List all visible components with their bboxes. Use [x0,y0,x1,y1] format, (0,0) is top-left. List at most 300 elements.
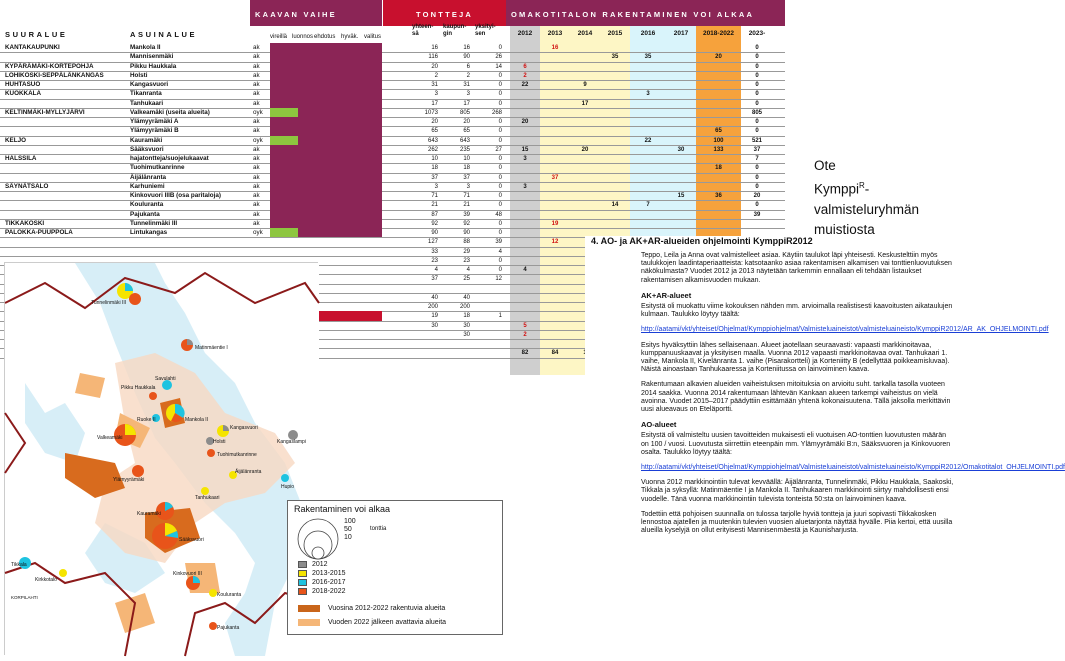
year-cell: 0 [755,128,759,135]
total-cell: 116 [428,54,438,61]
code-cell: ak [253,145,260,153]
memo-paragraph: Vuonna 2012 markkinointiin tulevat kevväällä: Äijälänranta, Tunnelinmäki, Pikku Haukkala, Saakoski, Tikkala ja syksyllä: Matinmäentie I ja Mankola II. Tanhukaaren markkinointi siirtyy mahdollisesti ensi vuodelle. Tänä vuonna markkinointiin tulevista tonteista 50:sta on lainvoiminen kaava. [641,479,954,503]
year-header: 2017 [673,30,689,37]
phase-header: hyväk. [341,34,359,40]
city-cell: 39 [463,211,470,218]
city-cell: 200 [459,304,470,310]
total-cell: 71 [431,193,438,199]
legend-year-item [298,588,345,595]
private-cell: 0 [498,257,502,264]
size-values [344,518,356,542]
map-label: Kinkovuori III [173,571,202,577]
total-cell: 127 [427,239,438,246]
area-cell: LOHIKOSKI-SEPPÄLÄNKANGAS [5,71,104,79]
private-cell: 0 [498,128,502,135]
legend-year-item [298,579,345,586]
code-cell: ak [253,127,260,135]
private-cell: 0 [498,45,502,51]
pie-kinkovuori [186,576,200,590]
private-cell: 26 [495,54,502,61]
city-cell: 235 [459,146,470,153]
legend-year-item [298,561,328,568]
map-label: Mankola II [185,417,209,423]
code-cell: ak [253,210,260,218]
year-cell: 133 [713,146,724,153]
total-cell: 643 [427,137,438,144]
size-unit: tonttia [370,526,387,532]
year-header: 2018-2022 [702,30,735,37]
year-cell: 0 [755,72,759,79]
year-cell: 37 [753,146,761,153]
year-header: 2014 [577,30,593,37]
map-svg [5,263,319,656]
map-label: Tuohimutkanrinne [217,452,257,458]
memo-paragraph: Esitystä oli muokattu viime kokouksen nähden mm. arvioimalla realistisesti kaavoitusten aikataulujen kulmaan. Taulukko löytyy täältä: [641,303,953,319]
year-cell: 16 [551,45,559,51]
year-cell: 3 [523,156,527,162]
total-cell: 31 [431,82,438,88]
total-cell: 262 [427,146,438,153]
city-cell: 805 [459,109,470,116]
year-cell: 20 [521,119,529,125]
map-label: Tikkala [11,562,27,568]
memo-paragraph: Esitys hyväksyttiin lähes sellaisenaan. Alueet jaotellaan seuraavasti: vapaasti markkinoitavaa, kumppanuuskaavat ja yksityisen maalla. Vuonna 2012 vapaasti markkinoitavaa ovat. Tanhukaari 1. vaihe, Mankola II, Kivelänranta 1. vaihe (Pisarakortteli) ja Korteniitty B (edellyttää poikkeamisluvaa). Näistä ainoastaan Tanhukaaressa ja Korteniitussa on lainvoiminen kaava. [641,341,950,374]
pie-mankola [166,404,185,422]
total-cell: 20 [431,63,438,70]
legend-area-item [298,605,445,612]
city-cell: 3 [466,91,470,98]
slide-caption [814,156,954,240]
area-cell: SÄYNÄTSALO [5,182,49,190]
code-cell: ak [253,173,260,181]
name-cell: Äijälänranta [130,173,167,181]
name-cell: Kangasvuori [130,81,169,88]
map-legend [287,500,503,635]
city-cell: 3 [466,183,470,190]
year-cell: 2 [523,72,527,79]
city-cell: 88 [463,239,470,246]
city-cell: 23 [463,257,470,264]
name-cell: Tuohimutkanrinne [130,164,185,172]
pie-pikku-haukkala [149,392,157,400]
private-cell: 0 [498,137,502,144]
total-cell: 4 [434,267,438,273]
code-cell: ak [253,192,260,199]
area-cell: KELJO [5,136,26,144]
total-cell: 18 [431,165,438,172]
city-cell: 30 [463,322,470,329]
city-cell: 643 [459,137,470,144]
city-cell: 37 [463,174,470,181]
private-cell: 39 [495,239,502,246]
code-cell: ak [253,99,260,107]
city-cell: 40 [463,294,470,301]
private-cell: 0 [498,174,502,181]
year-cell: 20 [581,146,589,153]
legend-swatch [298,570,307,577]
city-cell: 17 [463,100,470,107]
year-cell: 0 [755,91,759,98]
map-label: Kauramäki [137,511,161,517]
legend-title: Rakentaminen voi alkaa [294,504,391,514]
pie-kirkkotalo [59,569,67,577]
city-cell: 65 [463,128,470,135]
total-cell: 2 [434,72,438,79]
legend-label: Vuoden 2022 jälkeen avattavia alueita [328,619,447,626]
map-label: KORPILAHTI [11,595,38,600]
private-cell: 0 [498,165,502,172]
name-cell: Kinkovuori IIIB (osa paritaloja) [130,192,221,199]
caption-sup: R [859,181,865,190]
band-kaavan: KAAVAN VAIHE [250,0,382,26]
year-cell: 37 [551,174,559,181]
col-suuralue: SUURALUE [5,30,68,39]
caption-line: valmisteluryhmän [814,201,920,217]
year-cell: 35 [644,54,652,61]
area-cell: HALSSILA [5,155,37,162]
name-cell: Pajukanta [130,210,160,218]
private-cell: 0 [498,230,502,236]
year-cell: 84 [551,350,559,357]
city-cell: 30 [463,331,470,338]
pie-pajukanta [209,622,217,630]
total-cell: 37 [431,174,438,181]
city-cell: 92 [463,220,470,227]
year-cell: 19 [551,220,559,227]
memo-paragraph: Todettiin että pohjoisen suunnalla on tulossa tarjolle hyviä tontteja ja juuri sopivasti Tikkakosken lennostoa ajatellen ja muutenkin tulevien vuosien aluetarjonta näyttää hyvälle. Piia kertoi, että uusilla alueilla kyselyjä on ollut erityisesti Mannisenmäestä ja Kaunisharjusta. [641,510,953,535]
year-cell: 6 [523,63,527,70]
total-cell: 90 [431,230,438,236]
year-cell: 15 [677,193,685,199]
city-cell: 16 [463,45,470,51]
total-cell: 3 [434,91,438,98]
total-cell: 87 [431,211,438,218]
code-cell: ak [253,182,260,190]
pie-matinmaki [181,339,193,351]
name-cell: hajatontteja/suojelukaavat [130,155,209,162]
code-cell: ak [253,118,260,125]
legend-swatch [298,605,320,612]
phase-header: valitus [364,34,382,40]
legend-label: 2013-2015 [312,570,346,577]
year-cell: 3 [646,91,650,98]
year-cell: 4 [523,267,527,273]
name-cell: Lintukangas [130,229,168,236]
total-cell: 40 [431,294,438,301]
total-cell: 10 [431,156,438,162]
memo-excerpt [585,236,1065,660]
city-cell: 6 [466,63,470,70]
code-cell: ak [253,155,260,162]
year-cell: 521 [751,137,762,144]
private-cell: 4 [498,248,502,255]
name-cell: Ylämyyrämäki A [130,118,179,125]
code-cell: ak [253,219,260,227]
year-cell: 30 [677,146,685,153]
map-label: Kirkkotalo [35,577,57,583]
total-cell: 33 [431,248,438,255]
year-cell: 0 [755,165,759,172]
private-cell: 0 [498,156,502,162]
pie-kouluranta [209,589,217,597]
year-cell: 36 [715,193,722,199]
code-cell: ak [253,71,260,79]
private-cell: 48 [495,211,502,218]
pie-kangasvuori [217,425,229,437]
name-cell: Kauramäki [130,136,163,144]
caption-line: muistiosta [814,221,875,237]
private-cell: 0 [498,119,502,125]
map-label: Savulahti [155,376,176,382]
map-label: Ruoke II [137,417,156,423]
total-cell: 19 [431,313,438,320]
map-label: Sääksvuori [179,537,204,543]
name-cell: Mannisenmäki [130,53,174,61]
city-cell: 18 [463,313,470,320]
total-cell: 200 [427,304,438,310]
map-label: Pikku Haukkala [121,385,156,391]
city-cell: 90 [463,230,470,236]
memo-link[interactable]: http://aatami/vkt/yhteiset/Ohjelmat/Kymppiohjelmat/Valmisteluaineistot/valmisteluaineisto/KymppiR2012/Omakotitalot_OHJELMOINTI.pdf [641,464,1065,472]
code-cell: ak [253,44,260,51]
code-cell: ak [253,201,260,209]
private-cell: 0 [498,100,502,107]
year-cell: 82 [521,350,529,357]
area-cell: HUHTASUO [5,81,41,88]
memo-title: 4. AO- ja AK+AR-alueiden ohjelmointi KymppiR2012 [591,236,813,246]
private-cell: 0 [498,183,502,190]
caption-kymppi: Kymppi [814,181,860,197]
memo-paragraph: Esitystä oli valmisteltu uusien tavoitteiden mukaisesti eli vuotuisen AO-tonttien luovutusten määrän on 100 / vuosi. Luovutusta siirrettiin eteenpäin mm. Ylämyyrämäki B:n, Sääksvuoren ja Kinkovuoren osalta. Taulukko löytyy täältä: [641,432,951,456]
pie-tuohimutka [207,449,215,457]
memo-paragraph: Teppo, Leila ja Anna ovat valmistelleet asiaa. Käytiin taulukot läpi yhteisesti. Keskustelttiin myös taulukkojen laadintaperiaatteista: katsotaanko asiaa rakentamisen alkamisen vai tonttienluovutuksen näkökulmasta? Vuodet 2012 ja 2013 näytetään tarkemmin ennallaan eli tehdään listaukset rakentamisen alkamisvuoden mukaan. [641,252,952,284]
band-valitus [383,0,411,26]
band-omakoti: OMAKOTITALON RAKENTAMINEN VOI ALKAA [506,0,785,26]
city-cell: 71 [463,193,470,199]
caption-line: Ote [814,158,836,173]
city-cell: 29 [463,248,470,255]
private-cell: 0 [498,202,502,209]
private-cell: 27 [495,146,502,153]
name-cell: Holsti [130,71,148,79]
legend-year-item [298,570,345,577]
name-cell: Pikku Haukkala [130,62,177,70]
year-header: 2016 [640,30,656,37]
year-cell: 20 [753,193,761,199]
total-cell: 37 [431,276,438,283]
city-cell: 25 [463,276,470,283]
legend-swatch [298,588,307,595]
city-cell: 10 [463,156,470,162]
legend-area-item [298,619,446,626]
year-cell: 3 [523,183,527,190]
plot-header: yksityi- sen [475,24,496,37]
map-label: Tanhukaari [195,495,220,501]
area-cell: TIKKAKOSKI [5,219,45,227]
legend-label: Vuosina 2012-2022 rakentuvia alueita [328,605,446,612]
map-label: Pajukanta [217,625,240,631]
name-cell: Valkeamäki (useita alueita) [130,108,210,116]
city-cell: 18 [463,165,470,172]
year-cell: 65 [715,128,722,135]
code-cell: ak [253,81,260,88]
private-cell: 0 [498,91,502,98]
code-cell: oyk [253,136,263,144]
year-cell: 35 [611,54,619,61]
area-cell: KUOKKALA [5,90,42,98]
map-label: Holsti [213,439,226,445]
memo-body [641,252,1065,542]
year-cell: 100 [713,137,724,144]
total-cell: 21 [431,202,438,209]
map-label: Kangasvuori [230,425,258,431]
total-cell: 17 [431,100,438,107]
city-cell: 31 [463,82,470,88]
year-cell: 22 [644,137,652,144]
year-cell: 17 [581,100,589,107]
memo-heading: AK+AR-alueet [641,290,692,300]
legend-label: 2012 [312,561,328,568]
phase-header: vireillä [270,34,288,40]
legend-swatch [298,579,307,586]
total-cell: 92 [431,220,438,227]
total-cell: 20 [431,119,438,125]
map-label: Valkeamäki [97,435,123,441]
year-cell: 15 [521,146,529,153]
caption-line [814,176,954,200]
map-label: Äijälänranta [235,469,262,475]
total-cell: 1073 [424,109,438,116]
map-label: Tunnelinmäki III [91,300,127,306]
name-cell: Sääksvuori [130,145,164,153]
private-cell: 1 [498,313,502,320]
code-cell: ak [253,90,260,98]
name-cell: Tunnelinmäki III [130,219,178,227]
size-10: 10 [344,534,352,541]
legend-swatch [298,561,307,568]
memo-link[interactable]: http://aatami/vkt/yhteiset/Ohjelmat/Kymppiohjelmat/Valmisteluaineistot/valmisteluaineisto/KymppiR2012/AR_AK_OHJELMOINTI.pdf [641,326,1049,334]
name-cell: Mankola II [130,44,161,51]
map-label: Kouluranta [217,592,242,598]
year-cell: 22 [521,82,529,88]
year-cell: 0 [755,183,759,190]
caption-dash: - [864,181,870,197]
private-cell: 0 [498,82,502,88]
plot-header: yhteen- sä [412,24,434,37]
name-cell: Karhuniemi [130,182,165,190]
total-cell: 3 [434,183,438,190]
year-cell: 0 [755,63,759,70]
year-cell: 5 [523,322,527,329]
private-cell: 0 [498,267,502,273]
city-cell: 20 [463,119,470,125]
area-cell: KYPÄRÄMÄKI-KORTEPOHJA [5,62,94,70]
year-header: 2015 [607,30,623,37]
year-cell: 0 [755,119,759,125]
legend-label: 2016-2017 [312,579,346,586]
year-cell: 14 [611,202,619,209]
legend-swatch [298,619,320,626]
year-cell: 0 [755,82,759,88]
year-header: 2012 [517,30,533,37]
year-cell: 20 [715,54,722,61]
pie-tanhukaari [201,487,209,495]
private-cell: 0 [498,72,502,79]
year-cell: 39 [753,211,761,218]
area-cell: KELTINMÄKI-MYLLYJÄRVI [5,108,85,116]
band-tontteja: TONTTEJA [411,0,506,26]
size-50: 50 [344,526,352,533]
private-cell: 14 [495,63,502,70]
plot-header: kaupun- gin [443,24,467,37]
year-cell: 0 [755,174,759,181]
code-cell: ak [253,62,260,70]
map-label: Ylämyyrämäki [113,477,145,483]
col-asuinalue: ASUINALUE [130,30,198,39]
year-cell: 2 [523,331,527,338]
phase-header: luonnos [292,34,314,40]
code-cell: ak [253,53,260,61]
private-cell: 0 [498,220,502,227]
city-cell: 90 [463,54,470,61]
area-cell: KANTAKAUPUNKI [5,44,60,51]
total-cell: 16 [431,45,438,51]
city-cell: 21 [463,202,470,209]
area-cell: PALOKKA-PUUPPOLA [5,229,73,236]
private-cell: 12 [495,276,502,283]
total-cell: 30 [431,322,438,329]
name-cell: Tikanranta [130,90,162,98]
map-label: Kangaslampi [277,439,306,445]
pie-ylamyyramaki [132,465,144,477]
year-cell: 7 [755,156,759,162]
city-cell: 2 [466,72,470,79]
code-cell: ak [253,164,260,172]
code-cell: oyk [253,229,263,236]
private-cell: 0 [498,193,502,199]
phase-header: ehdotus [314,34,336,40]
size-100: 100 [344,518,356,525]
name-cell: Kouluranta [130,201,164,209]
total-cell: 65 [431,128,438,135]
name-cell: Tanhukaari [130,99,164,107]
map-panel [4,262,318,655]
year-cell: 18 [715,165,722,172]
name-cell: Ylämyyrämäki B [130,127,179,135]
year-header: 2023- [748,30,766,37]
year-header: 2013 [547,30,563,37]
city-cell: 4 [466,267,470,273]
map-label: Matinmäentie I [195,345,228,351]
legend-label: 2018-2022 [312,588,346,595]
code-cell: oyk [253,108,263,116]
year-cell: 0 [755,202,759,209]
pie-saaksvuori [152,523,178,549]
year-cell: 0 [755,54,759,61]
total-cell: 23 [431,257,438,264]
year-cell: 0 [755,100,759,107]
year-cell: 0 [755,45,759,51]
year-cell: 805 [751,109,762,116]
year-cell: 9 [583,82,587,88]
memo-heading: AO-alueet [641,420,677,430]
year-cell: 7 [646,202,650,209]
memo-paragraph: Rakentumaan alkavien alueiden vaiheistuksen mitoituksia on arvioitu suht. tarkalla tasolla vuoteen 2014 saakka. Vuonna 2014 rakentumaan lähtevän Kankaan alueen tarkempi vaiheistus on vielä avoinna. Vuodet 2015–2017 päädyttiin esittämään yhtenä kokonaisuutena. Tällä jaksolla merkittävin uusi alueavaus on Eteläportti. [641,381,951,414]
map-label: Hupio [281,484,295,490]
year-cell: 12 [551,239,559,246]
pie-hupio [281,474,289,482]
private-cell: 268 [491,109,502,116]
